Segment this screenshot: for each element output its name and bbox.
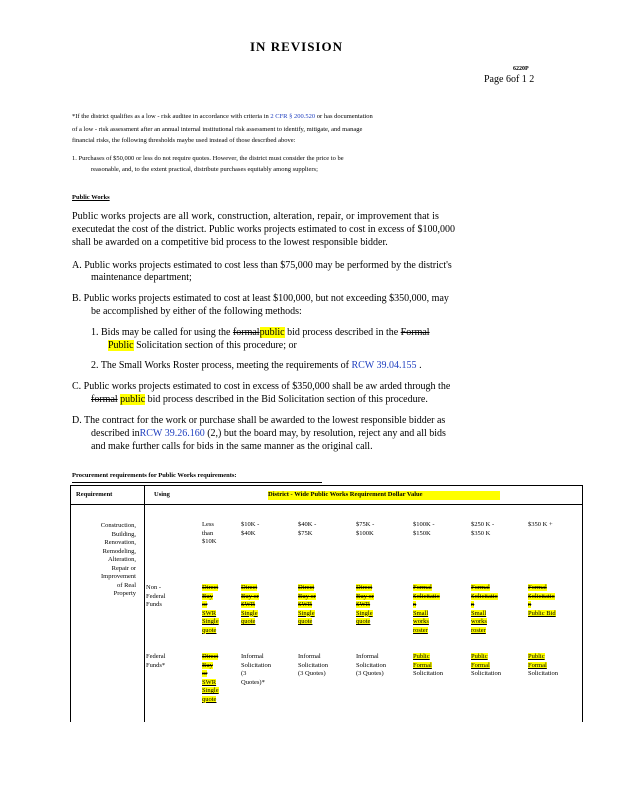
header-requirement: Requirement: [76, 491, 113, 498]
intro-line-3: financial risks, the following thresholds maybe used instead of those described above:: [72, 137, 296, 144]
intro-line-2: of a low - risk assessment after an annual internal institutional risk assessment to identify, mitigate, and manage: [72, 126, 363, 133]
nonfederal-0: [202, 584, 219, 635]
cell-line: $100K -: [413, 521, 435, 528]
cell-line: [298, 618, 316, 627]
pw-item-a-line-1: A. Public works projects estimated to cost less than $75,000 may be performed by the district's: [72, 260, 452, 271]
cell-line: Less: [202, 521, 214, 528]
cell-text: quote: [241, 618, 256, 625]
cell-line: Renovation,: [104, 539, 136, 546]
struck-text: SWR: [241, 601, 256, 608]
pw-item-d-line-3: and make further calls for bids in the same manner as the original call.: [91, 441, 373, 452]
cell-line: [471, 601, 498, 610]
cell-text: Informal: [298, 653, 321, 660]
cell-line: Federal: [146, 653, 166, 660]
cell-line: [202, 601, 219, 610]
cell-line: [202, 679, 219, 688]
struck-text: or: [202, 601, 208, 608]
struck-text: SWR: [298, 601, 313, 608]
cell-line: $100K: [356, 529, 374, 537]
cell-line: [298, 610, 316, 619]
cell-line: [356, 618, 374, 627]
cell-line: [471, 593, 498, 602]
cell-line: $10K -: [241, 521, 260, 528]
struck-text: SWR: [356, 601, 371, 608]
cell-line: $150K: [413, 529, 431, 537]
cell-line: [241, 653, 271, 662]
nonfederal-1: [241, 584, 259, 627]
cell-line: [241, 610, 259, 619]
public-works-heading: Public Works: [72, 194, 110, 201]
pw-item-c-line-2: formal public bid process described in the Bid Solicitation section of this procedure.: [91, 394, 428, 405]
cell-line: [356, 601, 374, 610]
cell-line: [202, 687, 219, 696]
inserted-public-cap: Public: [108, 340, 134, 351]
intro-line-1: *If the district qualifies as a low - risk auditee in accordance with criteria in 2 CFR § 200.520 or has documentation: [72, 113, 373, 120]
cell-line: Improvement: [100, 573, 136, 580]
cell-line: [241, 662, 271, 671]
cell-line: [298, 653, 328, 662]
struck-text: Direct: [202, 584, 219, 591]
cell-line: [413, 584, 440, 593]
cell-text: SWR: [202, 609, 217, 617]
cell-text: Solicitation: [356, 661, 386, 669]
cell-line: Federal: [146, 592, 166, 600]
cell-text: roster: [413, 626, 428, 634]
range-header-1: [241, 521, 259, 538]
cell-line: [241, 601, 259, 610]
pw-item-b1-line-2: Public Solicitation section of this procedure; or: [108, 340, 297, 351]
cell-line: [202, 593, 219, 602]
cell-line: [202, 584, 219, 593]
nonfederal-4: [413, 584, 440, 635]
pw-para-line-2: executedat the cost of the district. Public works projects estimated to cost in excess of $100,000: [72, 224, 455, 235]
cell-line: [241, 670, 271, 679]
cell-text: SWR: [202, 678, 217, 686]
struck-text: or: [202, 670, 208, 677]
struck-formal-c: formal: [91, 394, 118, 405]
cell-line: [471, 610, 498, 619]
cell-line: Construction,: [100, 522, 136, 529]
cell-line: $10K: [202, 538, 217, 545]
cell-line: [241, 618, 259, 627]
cell-line: [413, 593, 440, 602]
cell-text: Solicitation: [241, 661, 271, 669]
struck-text: n: [471, 601, 475, 608]
cell-text: works: [413, 618, 429, 625]
cell-line: [528, 601, 556, 610]
cell-text: Informal: [356, 653, 379, 660]
inserted-public: public: [259, 327, 285, 338]
struck-text: Buy or: [241, 592, 259, 600]
cell-text: quote: [356, 618, 371, 625]
cell-text: Formal: [471, 661, 490, 669]
cell-text: Solicitation: [471, 670, 501, 677]
range-header-2: [298, 521, 316, 538]
pw-item-b-line-2: be accomplished by either of the following methods:: [91, 306, 302, 317]
nonfederal-5: [471, 584, 498, 635]
cell-line: [241, 679, 271, 688]
cell-text: (3 Quotes): [356, 670, 384, 677]
cell-line: [471, 627, 498, 636]
struck-formal-cap: Formal: [400, 327, 430, 338]
cell-text: Single: [356, 609, 373, 617]
pw-item-b1-line-1: 1. Bids may be called for using the formalpublic bid process described in the Formal: [91, 327, 430, 338]
cell-line: [528, 593, 556, 602]
struck-text: Direct: [241, 584, 258, 591]
range-header-0: [202, 521, 216, 547]
cell-text: Solicitation: [528, 670, 558, 677]
range-header-3: [356, 521, 374, 538]
nonfederal-2: [298, 584, 316, 627]
cell-line: [356, 662, 386, 671]
cell-line: [471, 618, 498, 627]
cell-text: Small: [471, 609, 487, 617]
struck-text: Direct: [298, 584, 315, 591]
cell-text: Formal: [528, 661, 547, 669]
cell-text: quote: [298, 618, 313, 625]
cell-line: [202, 670, 219, 679]
federal-2: [298, 653, 328, 679]
cell-text: Public Bid: [528, 609, 556, 617]
cell-text: Public: [528, 653, 545, 660]
cell-line: [413, 627, 440, 636]
pw-item-b-line-1: B. Public works projects estimated to cost at least $100,000, but not exceeding $350,000, may: [72, 293, 449, 304]
cell-line: [241, 593, 259, 602]
cell-line: [202, 627, 219, 636]
cell-text: quote: [202, 695, 217, 703]
cell-line: than: [202, 529, 214, 537]
federal-5: [471, 653, 501, 679]
struck-text: Formal: [413, 584, 432, 591]
cell-line: $75K: [298, 529, 313, 537]
intro-item-1-line-2: reasonable, and, to the extent practical, distribute purchases equitably among suppliers;: [91, 166, 318, 173]
pw-para-line-1: Public works projects are all work, construction, alteration, repair, or improvement that is: [72, 211, 440, 222]
cell-line: Funds*: [146, 661, 166, 669]
cell-line: Funds: [146, 601, 162, 608]
document-title: IN REVISION: [250, 39, 343, 54]
struck-text: Direct: [202, 653, 219, 660]
cell-text: works: [471, 618, 487, 625]
federal-1: [241, 653, 271, 687]
cell-line: [413, 670, 443, 679]
non-federal-funds-label: [146, 584, 166, 610]
cell-text: quote: [202, 626, 217, 634]
federal-3: [356, 653, 386, 679]
cell-line: $40K: [241, 529, 256, 537]
struck-text: Buy or: [298, 592, 316, 600]
pw-para-line-3: shall be awarded on a competitive bid process to the lowest responsible bidder.: [72, 237, 388, 248]
cell-text: Quotes)*: [241, 678, 265, 686]
cell-line: [298, 593, 316, 602]
cell-line: [241, 584, 259, 593]
cell-line: [471, 670, 501, 679]
cell-line: [202, 696, 219, 705]
cell-line: [471, 584, 498, 593]
cell-text: roster: [471, 626, 486, 634]
range-header-6: [528, 521, 553, 530]
struck-text: n: [413, 601, 417, 608]
table-caption: Procurement requirements for Public Works requirements:: [72, 472, 237, 479]
struck-formal: formal: [232, 327, 260, 338]
cell-line: [356, 610, 374, 619]
cell-line: [528, 670, 558, 679]
cell-line: $350 K: [471, 529, 491, 537]
struck-text: Buy: [202, 661, 213, 669]
struck-text: Solicitatio: [528, 592, 555, 600]
cell-line: [413, 662, 443, 671]
cell-line: Remodeling,: [102, 547, 136, 555]
cell-text: (3 Quotes): [298, 670, 326, 677]
cell-line: [298, 662, 328, 671]
cell-line: [356, 653, 386, 662]
cell-line: Non -: [146, 584, 161, 591]
cell-line: [528, 610, 556, 619]
header-using: Using: [154, 491, 170, 498]
cell-line: [528, 653, 558, 662]
cell-line: [202, 610, 219, 619]
cell-line: [413, 601, 440, 610]
struck-text: Solicitatio: [413, 592, 440, 600]
cell-text: Single: [298, 609, 315, 617]
cell-line: [471, 662, 501, 671]
row-label-construction: [74, 522, 136, 599]
cell-text: Formal: [413, 661, 432, 669]
cell-text: Solicitation: [413, 670, 443, 677]
cell-line: [413, 618, 440, 627]
cell-line: [202, 662, 219, 671]
cell-text: Public: [471, 653, 488, 660]
struck-text: Formal: [528, 584, 547, 591]
page-number: Page 6of 1 2: [484, 74, 535, 85]
nonfederal-3: [356, 584, 374, 627]
cell-line: [528, 662, 558, 671]
policy-number: 6220P: [513, 66, 529, 72]
rcw-39-26-160-link[interactable]: RCW 39.26.160: [139, 428, 205, 439]
range-header-5: [471, 521, 494, 538]
intro-item-1-line-1: 1. Purchases of $50,000 or less do not require quotes. However, the district must consider the price to be: [72, 155, 344, 162]
nonfederal-6: [528, 584, 556, 618]
cell-line: $75K -: [356, 521, 375, 528]
pw-item-a-line-2: maintenance department;: [91, 272, 192, 283]
cell-line: [413, 610, 440, 619]
struck-text: Buy: [202, 592, 213, 600]
caption-underline: [72, 482, 322, 483]
cell-text: Solicitation: [298, 661, 328, 669]
rcw-39-04-155-link[interactable]: RCW 39.04.155: [351, 360, 417, 371]
cell-line: [356, 584, 374, 593]
cell-line: Building,: [111, 530, 136, 538]
cell-line: Alteration,: [108, 556, 136, 563]
struck-text: Buy or: [356, 592, 374, 600]
cell-text: Public: [413, 653, 430, 660]
federal-funds-label: [146, 653, 166, 670]
cell-line: [528, 584, 556, 593]
cell-line: $350 K +: [528, 521, 553, 528]
federal-4: [413, 653, 443, 679]
range-header-4: [413, 521, 434, 538]
cell-text: Single: [202, 618, 219, 625]
cfr-link[interactable]: 2 CFR § 200.520: [270, 113, 316, 120]
cell-line: [298, 670, 328, 679]
cell-line: [202, 653, 219, 662]
cell-text: Informal: [241, 653, 264, 660]
cell-line: [471, 653, 501, 662]
cell-line: [413, 653, 443, 662]
cell-text: (3: [241, 670, 247, 677]
struck-text: Solicitatio: [471, 592, 498, 600]
pw-item-c-line-1: C. Public works projects estimated to cost in excess of $350,000 shall be aw arded through the: [72, 381, 451, 392]
cell-line: [202, 618, 219, 627]
struck-text: Formal: [471, 584, 490, 591]
struck-text: n: [528, 601, 532, 608]
pw-item-b2: 2. The Small Works Roster process, meeting the requirements of RCW 39.04.155 .: [91, 360, 422, 371]
pw-item-d-line-1: D. The contract for the work or purchase shall be awarded to the lowest responsible bidder as: [72, 415, 446, 426]
cell-line: [298, 584, 316, 593]
federal-6: [528, 653, 558, 679]
struck-text: Direct: [356, 584, 373, 591]
cell-line: [298, 601, 316, 610]
cell-line: Property: [113, 590, 136, 597]
cell-text: Single: [202, 687, 219, 694]
cell-line: $250 K -: [471, 521, 495, 528]
federal-0: [202, 653, 219, 704]
header-threshold: District - Wide Public Works Requirement Dollar Value: [268, 491, 500, 500]
cell-text: Single: [241, 609, 258, 617]
cell-line: Repair or: [111, 564, 136, 572]
cell-text: Small: [413, 609, 429, 617]
pw-item-d-line-2: described inRCW 39.26.160 (2,) but the board may, by resolution, reject any and all bids: [91, 428, 446, 439]
inserted-public-c: public: [120, 394, 146, 405]
cell-line: $40K -: [298, 521, 317, 528]
cell-line: [356, 670, 386, 679]
cell-line: [356, 593, 374, 602]
cell-line: of Real: [117, 581, 136, 589]
